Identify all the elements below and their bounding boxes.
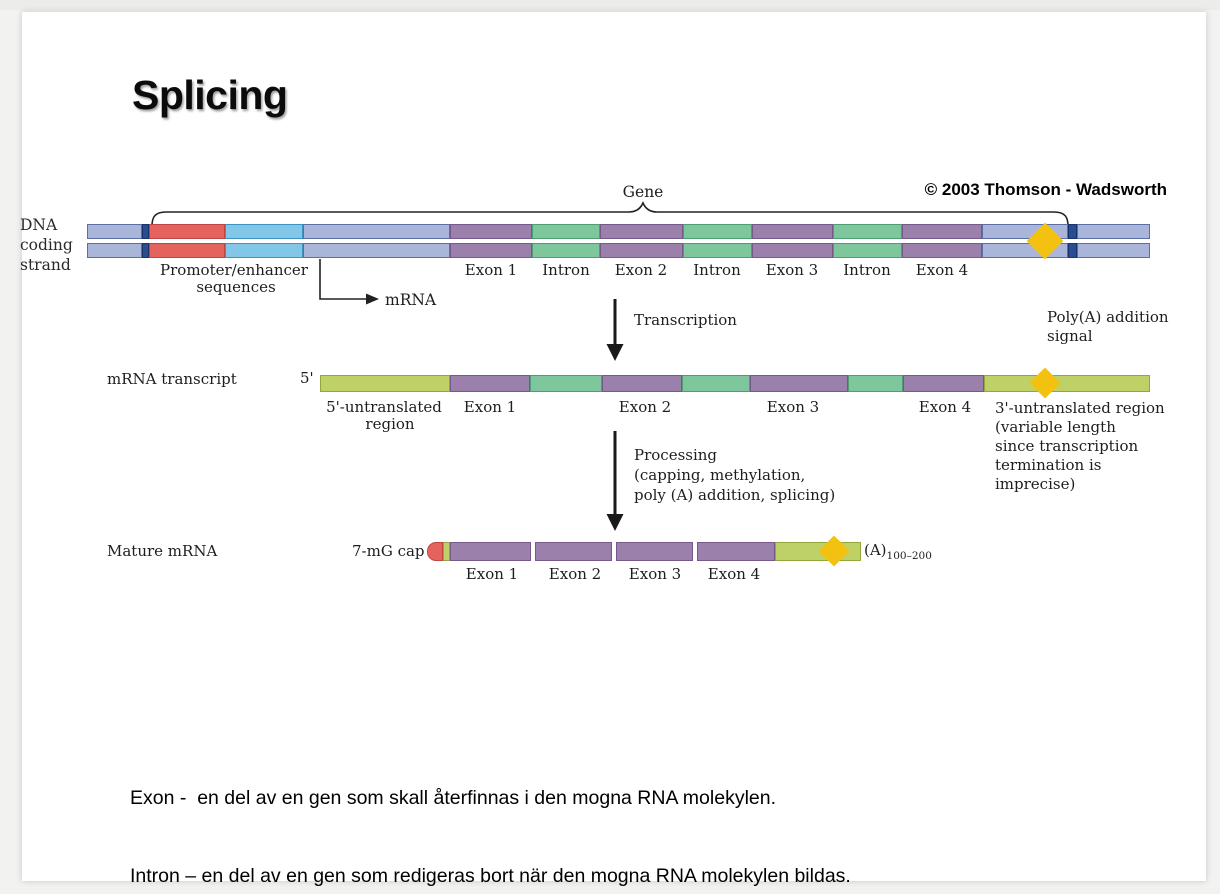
segment-exon-4 <box>902 224 982 239</box>
transcript-row-label: mRNA transcript <box>107 370 237 388</box>
transcript-exon4-label: Exon 4 <box>918 398 972 416</box>
mature-exon3-label: Exon 3 <box>628 565 682 583</box>
dna-exon3-label: Exon 3 <box>765 261 819 279</box>
segment-exon-2 <box>535 542 612 561</box>
window-chrome-strip <box>0 0 1220 10</box>
segment-intron-3 <box>848 375 903 392</box>
segment-utr-3 <box>984 375 1150 392</box>
segment-flank-left <box>87 243 142 258</box>
mrna-arrow-label: mRNA <box>385 291 437 309</box>
segment-intron-2 <box>682 375 750 392</box>
utr5-label-line2: region <box>365 415 415 433</box>
segment-utr-5 <box>320 375 450 392</box>
segment-start-marker <box>142 243 149 258</box>
promoter-label-line1: Promoter/enhancer <box>160 261 308 279</box>
polya-tail-label: $(A)_{100-200}$ <box>864 541 932 562</box>
segment-exon-4 <box>697 542 775 561</box>
segment-end-marker <box>1068 243 1077 258</box>
processing-label-block: Processing (capping, methylation, poly (A) addition, splicing) <box>634 446 836 504</box>
mature-row-label: Mature mRNA <box>107 542 218 560</box>
segment-intron-1 <box>532 224 600 239</box>
segment-flank-right <box>1077 243 1150 258</box>
segment-intron-2 <box>683 243 752 258</box>
segment-intron-3 <box>833 243 902 258</box>
dna-intron2-label: Intron <box>693 261 741 279</box>
transcript-exon2-label: Exon 2 <box>618 398 672 416</box>
segment-promoter-enhancer-b <box>225 224 303 239</box>
promoter-label-line2: sequences <box>196 278 276 296</box>
segment-exon-3 <box>750 375 848 392</box>
dna-exon4-label: Exon 4 <box>915 261 969 279</box>
segment-exon-2 <box>600 243 683 258</box>
segment-exon-3 <box>752 243 833 258</box>
mature-exon2-label: Exon 2 <box>548 565 602 583</box>
segment-exon-2 <box>602 375 682 392</box>
segment-intron-1 <box>532 243 600 258</box>
segment-exon-4 <box>903 375 984 392</box>
dna-intron1-label: Intron <box>542 261 590 279</box>
utr5-label-line1: 5'-untranslated <box>326 398 442 416</box>
segment-flank-right <box>1077 224 1150 239</box>
polya-signal-label: Poly(A) addition signal <box>1047 308 1169 345</box>
segment-7mg-cap <box>427 542 443 561</box>
cap-label: 7-mG cap <box>352 542 425 560</box>
dna-exon1-label: Exon 1 <box>464 261 518 279</box>
segment-end-marker <box>1068 224 1077 239</box>
transcript-bar <box>320 375 1150 392</box>
gene-label: Gene <box>622 183 664 201</box>
segment-promoter-enhancer-b <box>225 243 303 258</box>
definition-notes <box>130 733 851 894</box>
slide-title: Splicing <box>132 72 288 118</box>
mature-exon4-label: Exon 4 <box>707 565 761 583</box>
dna-strand-top <box>87 224 1150 239</box>
intron-definition: Intron – en del av en gen som redigeras bort när den mogna RNA molekylen bildas. <box>130 865 851 887</box>
dna-exon2-label: Exon 2 <box>614 261 668 279</box>
segment-exon-1 <box>450 542 531 561</box>
segment-intron-3 <box>833 224 902 239</box>
mature-mrna-bar <box>427 542 861 561</box>
transcription-label: Transcription <box>634 311 737 329</box>
segment-exon-2 <box>600 224 683 239</box>
segment-flank-left <box>87 224 142 239</box>
segment-exon-3 <box>752 224 833 239</box>
segment-exon-1 <box>450 224 532 239</box>
five-prime-label: 5' <box>300 369 314 387</box>
segment-start-marker <box>142 224 149 239</box>
segment-utr-5 <box>443 542 450 561</box>
segment-promoter-enhancer-a <box>149 243 225 258</box>
copyright-text: © 2003 Thomson - Wadsworth <box>924 180 1167 199</box>
dna-bar <box>87 224 1150 258</box>
segment-upstream-region <box>303 224 450 239</box>
segment-exon-1 <box>450 243 532 258</box>
segment-exon-1 <box>450 375 530 392</box>
dna-strand-bottom <box>87 243 1150 258</box>
dna-row-label: DNA coding strand <box>20 216 73 274</box>
transcript-exon1-label: Exon 1 <box>463 398 517 416</box>
segment-upstream-region <box>303 243 450 258</box>
segment-intron-2 <box>683 224 752 239</box>
utr3-label-block: 3'-untranslated region (variable length since transcription termination is imprecise) <box>995 399 1165 493</box>
segment-exon-3 <box>616 542 693 561</box>
segment-intron-1 <box>530 375 602 392</box>
segment-exon-4 <box>902 243 982 258</box>
exon-definition: Exon - en del av en gen som skall återfinnas i den mogna RNA molekylen. <box>130 787 777 809</box>
segment-promoter-enhancer-a <box>149 224 225 239</box>
dna-intron3-label: Intron <box>843 261 891 279</box>
mature-exon1-label: Exon 1 <box>465 565 519 583</box>
transcript-exon3-label: Exon 3 <box>766 398 820 416</box>
